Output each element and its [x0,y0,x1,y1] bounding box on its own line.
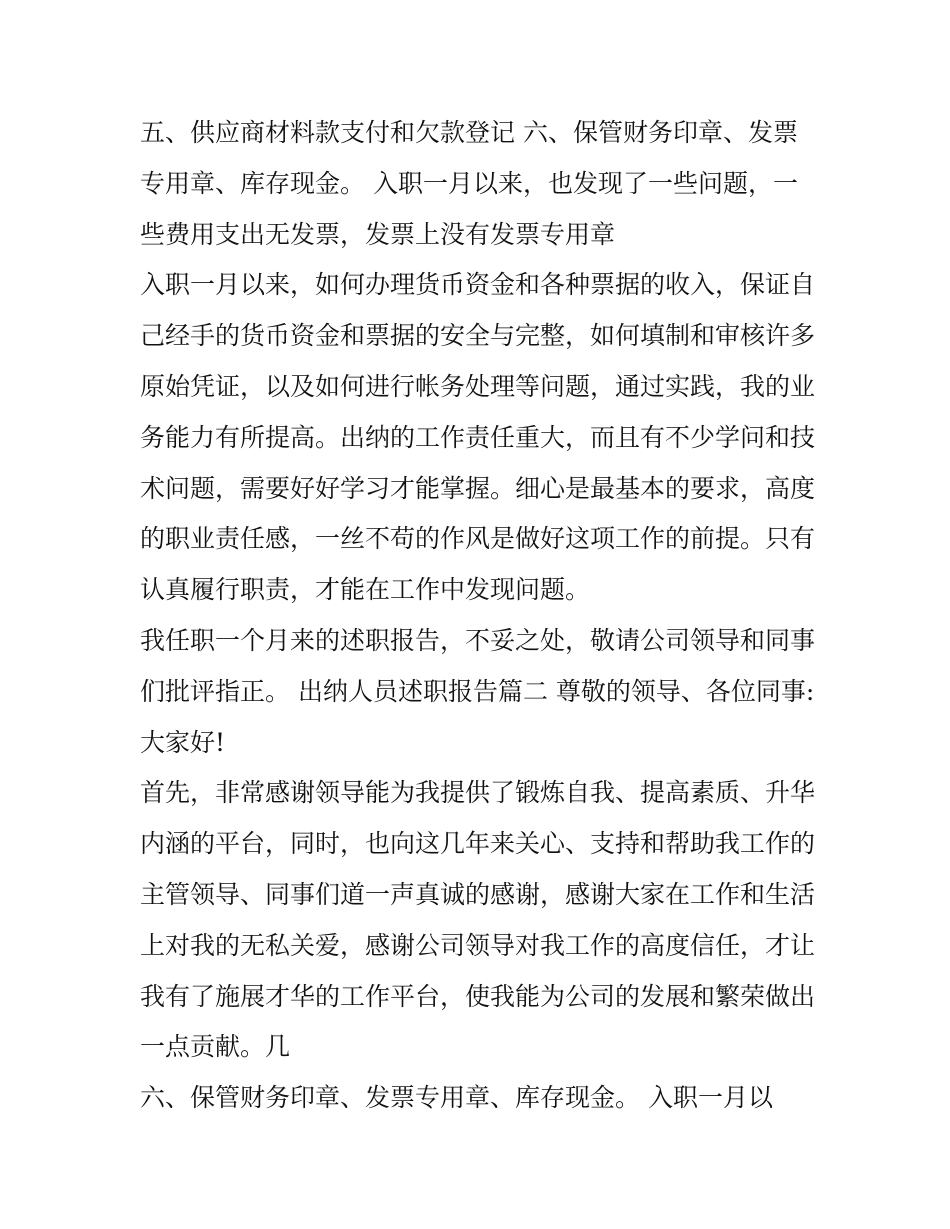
text-line-16: 主管领导、同事们道一声真诚的感谢，感谢大家在工作和生活 [140,879,816,909]
text-line-7: 务能力有所提高。出纳的工作责任重大，而且有不少学问和技 [140,422,816,452]
text-line-10: 认真履行职责，才能在工作中发现问题。 [140,575,591,605]
text-line-12: 们批评指正。 出纳人员述职报告篇二 尊敬的领导、各位同事: [140,676,815,706]
text-line-17: 上对我的无私关爱，感谢公司领导对我工作的高度信任，才让 [140,930,816,960]
text-line-13: 大家好! [140,727,226,757]
text-line-1: 五、供应商材料款支付和欠款登记 六、保管财务印章、发票 [140,118,798,147]
text-line-14: 首先，非常感谢领导能为我提供了锻炼自我、提高素质、升华 [140,778,816,808]
text-line-5: 己经手的货币资金和票据的安全与完整，如何填制和审核许多 [140,321,816,351]
text-line-20: 六、保管财务印章、发票专用章、库存现金。 入职一月以 [140,1083,773,1113]
text-line-15: 内涵的平台，同时，也向这几年来关心、支持和帮助我工作的 [140,829,816,859]
text-line-8: 术问题，需要好好学习才能掌握。细心是最基本的要求，高度 [140,473,816,503]
text-line-2: 专用章、库存现金。 入职一月以来，也发现了一些问题，一 [140,168,798,198]
document-body [140,108,820,1124]
text-line-9: 的职业责任感，一丝不苟的作风是做好这项工作的前提。只有 [140,524,816,554]
text-line-6: 原始凭证，以及如何进行帐务处理等问题，通过实践，我的业 [140,371,816,401]
text-line-11: 我任职一个月来的述职报告，不妥之处，敬请公司领导和同事 [140,625,816,655]
text-line-19: 一点贡献。几 [140,1032,291,1062]
text-line-4: 入职一月以来，如何办理货币资金和各种票据的收入，保证自 [140,270,816,300]
text-line-3: 些费用支出无发票，发票上没有发票专用章 [140,219,616,249]
text-line-18: 我有了施展才华的工作平台，使我能为公司的发展和繁荣做出 [140,981,816,1011]
